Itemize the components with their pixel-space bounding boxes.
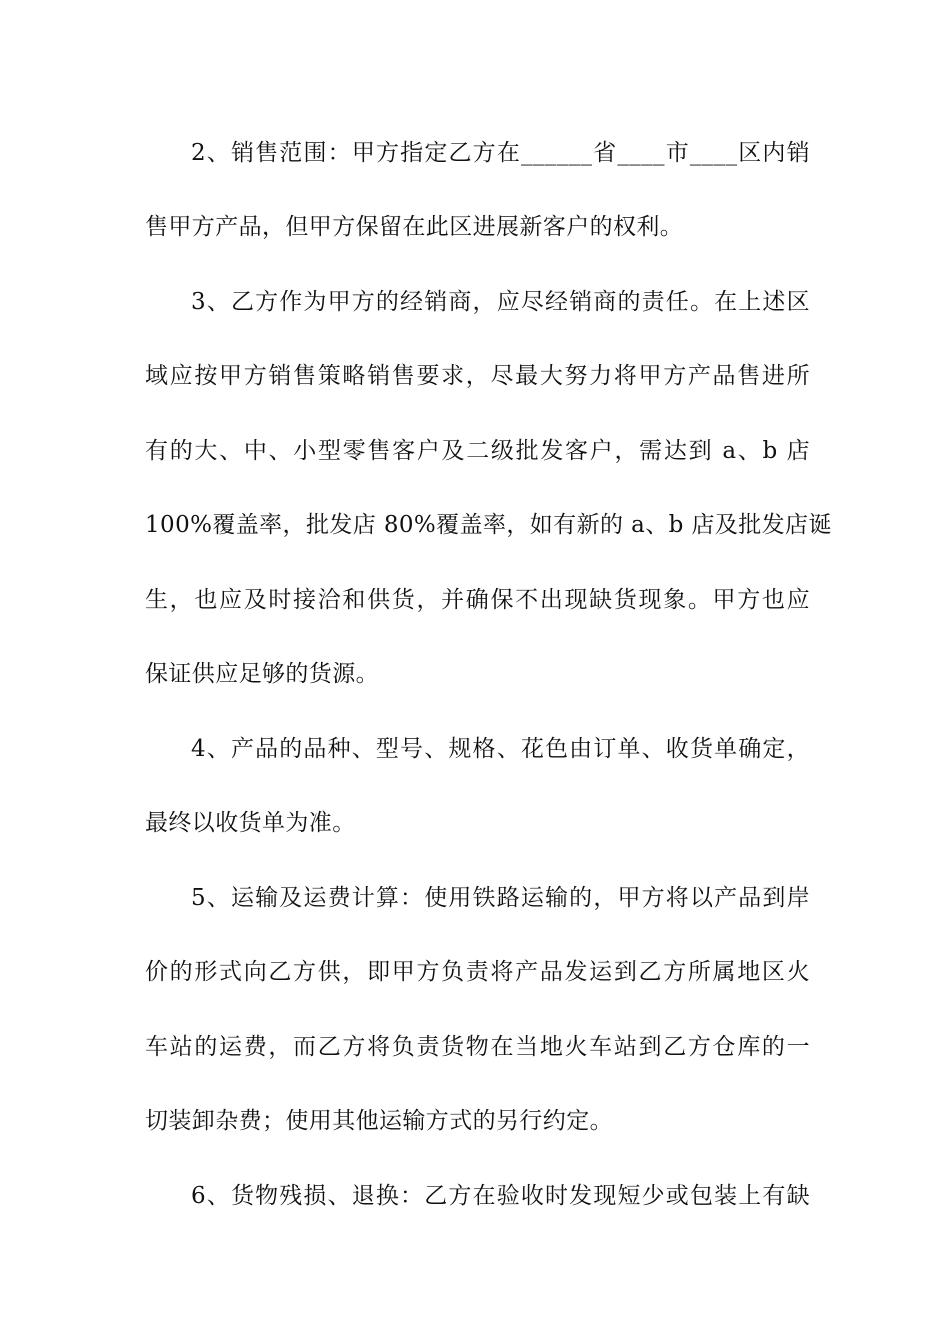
paragraph-5-line-2: 价的形式向乙方供，即甲方负责将产品发运到乙方所属地区火 [145, 959, 810, 985]
paragraph-3-line-6: 保证供应足够的货源。 [145, 661, 379, 687]
paragraph-6-line-1: 6、货物残损、退换：乙方在验收时发现短少或包装上有缺 [191, 1183, 810, 1209]
paragraph-2-line-2: 售甲方产品，但甲方保留在此区进展新客户的权利。 [145, 214, 684, 240]
paragraph-3-line-2: 域应按甲方销售策略销售要求，尽最大努力将甲方产品售进所 [145, 363, 810, 389]
paragraph-4-line-2: 最终以收货单为准。 [145, 810, 356, 836]
paragraph-3-line-3: 有的大、中、小型零售客户及二级批发客户，需达到 a、b 店 [145, 438, 810, 464]
paragraph-2-line-1: 2、销售范围：甲方指定乙方在______省____市____区内销 [191, 140, 810, 166]
paragraph-5-line-3: 车站的运费，而乙方将负责货物在当地火车站到乙方仓库的一 [145, 1034, 810, 1060]
paragraph-3-line-1: 3、乙方作为甲方的经销商，应尽经销商的责任。在上述区 [191, 289, 810, 315]
paragraph-3-line-4: 100%覆盖率，批发店 80%覆盖率，如有新的 a、b 店及批发店诞 [145, 512, 832, 538]
paragraph-5-line-4: 切装卸杂费；使用其他运输方式的另行约定。 [145, 1108, 613, 1134]
paragraph-4-line-1: 4、产品的品种、型号、规格、花色由订单、收货单确定， [191, 736, 810, 762]
paragraph-3-line-5: 生，也应及时接洽和供货，并确保不出现缺货现象。甲方也应 [145, 587, 810, 613]
paragraph-5-line-1: 5、运输及运费计算：使用铁路运输的，甲方将以产品到岸 [191, 885, 810, 911]
